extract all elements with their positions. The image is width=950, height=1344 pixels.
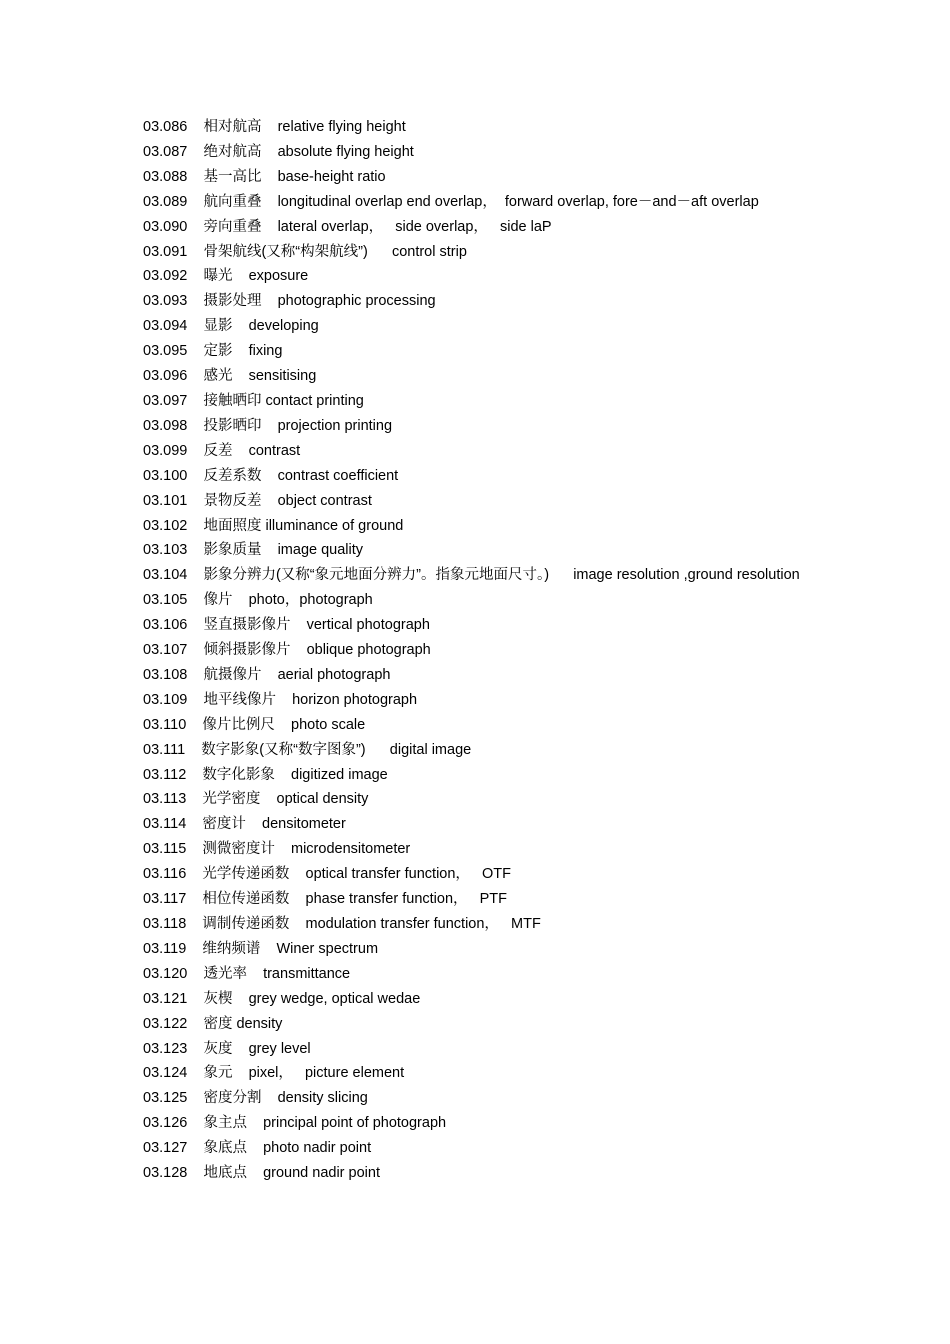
glossary-entry: 03.104 影象分辨力(又称“象元地面分辨力”。指象元地面尺寸。) image resolution ,ground resolution: [143, 567, 800, 584]
glossary-entry: 03.110 像片比例尺 photo scale: [143, 716, 366, 733]
glossary-entry: 03.094 显影 developing: [143, 318, 319, 335]
glossary-entry: 03.099 反差 contrast: [143, 442, 301, 459]
glossary-entry: 03.117 相位传递函数 phase transfer function， PTF: [143, 891, 507, 908]
glossary-entry: 03.111 数字影象(又称“数字图象”) digital image: [143, 741, 472, 758]
glossary-entry: 03.118 调制传递函数 modulation transfer function， MTF: [143, 916, 541, 932]
glossary-entry: 03.101 景物反差 object contrast: [143, 492, 372, 509]
glossary-entry: 03.112 数字化影象 digitized image: [143, 766, 388, 783]
glossary-entry: 03.096 感光 sensitising: [143, 368, 317, 385]
glossary-entry: 03.106 竖直摄影像片 vertical photograph: [143, 617, 430, 634]
glossary-entry: 03.127 象底点 photo nadir point: [143, 1140, 372, 1157]
glossary-entry: 03.119 维纳频谱 Winer spectrum: [143, 940, 379, 957]
glossary-list: [143, 115, 813, 1186]
glossary-entry: 03.091 骨架航线(又称“构架航线”) control strip: [143, 243, 467, 260]
glossary-entry: 03.115 测微密度计 microdensitometer: [143, 841, 411, 858]
glossary-entry: 03.124 象元 pixel， picture element: [143, 1065, 405, 1082]
glossary-entry: 03.093 摄影处理 photographic processing: [143, 293, 436, 310]
glossary-entry: 03.125 密度分割 density slicing: [143, 1090, 368, 1107]
glossary-entry: 03.114 密度计 densitometer: [143, 816, 346, 833]
glossary-entry: 03.128 地底点 ground nadir point: [143, 1165, 380, 1182]
glossary-entry: 03.103 影象质量 image quality: [143, 542, 364, 559]
glossary-entry: 03.087 绝对航高 absolute flying height: [143, 143, 414, 160]
glossary-entry: 03.108 航摄像片 aerial photograph: [143, 666, 391, 683]
glossary-entry: 03.113 光学密度 optical density: [143, 791, 369, 808]
glossary-entry: 03.120 透光率 transmittance: [143, 965, 351, 982]
glossary-entry: 03.092 曝光 exposure: [143, 268, 309, 285]
glossary-entry: 03.107 倾斜摄影像片 oblique photograph: [143, 642, 431, 659]
glossary-entry: 03.102 地面照度 illuminance of ground: [143, 517, 404, 534]
glossary-entry: 03.089 航向重叠 longitudinal overlap end overlap， forward overlap, fore－and－aft overlap: [143, 193, 759, 210]
glossary-entry: 03.100 反差系数 contrast coefficient: [143, 467, 399, 484]
glossary-entry: 03.126 象主点 principal point of photograph: [143, 1115, 447, 1132]
glossary-entry: 03.105 像片 photo，photograph: [143, 592, 373, 609]
glossary-entry: 03.098 投影晒印 projection printing: [143, 417, 393, 434]
glossary-entry: 03.086 相对航高 relative flying height: [143, 119, 406, 135]
glossary-entry: 03.088 基一高比 base-height ratio: [143, 168, 386, 185]
glossary-entry: 03.097 接触晒印 contact printing: [143, 392, 364, 409]
glossary-entry: 03.123 灰度 grey level: [143, 1040, 311, 1057]
glossary-entry: 03.095 定影 fixing: [143, 343, 283, 360]
glossary-entry: 03.122 密度 density: [143, 1015, 283, 1032]
glossary-entry: 03.121 灰楔 grey wedge, optical wedae: [143, 990, 421, 1007]
glossary-entry: 03.116 光学传递函数 optical transfer function， OTF: [143, 866, 511, 883]
glossary-entry: 03.090 旁向重叠 lateral overlap， side overlap， side laP: [143, 218, 552, 235]
glossary-entry: 03.109 地平线像片 horizon photograph: [143, 691, 418, 708]
